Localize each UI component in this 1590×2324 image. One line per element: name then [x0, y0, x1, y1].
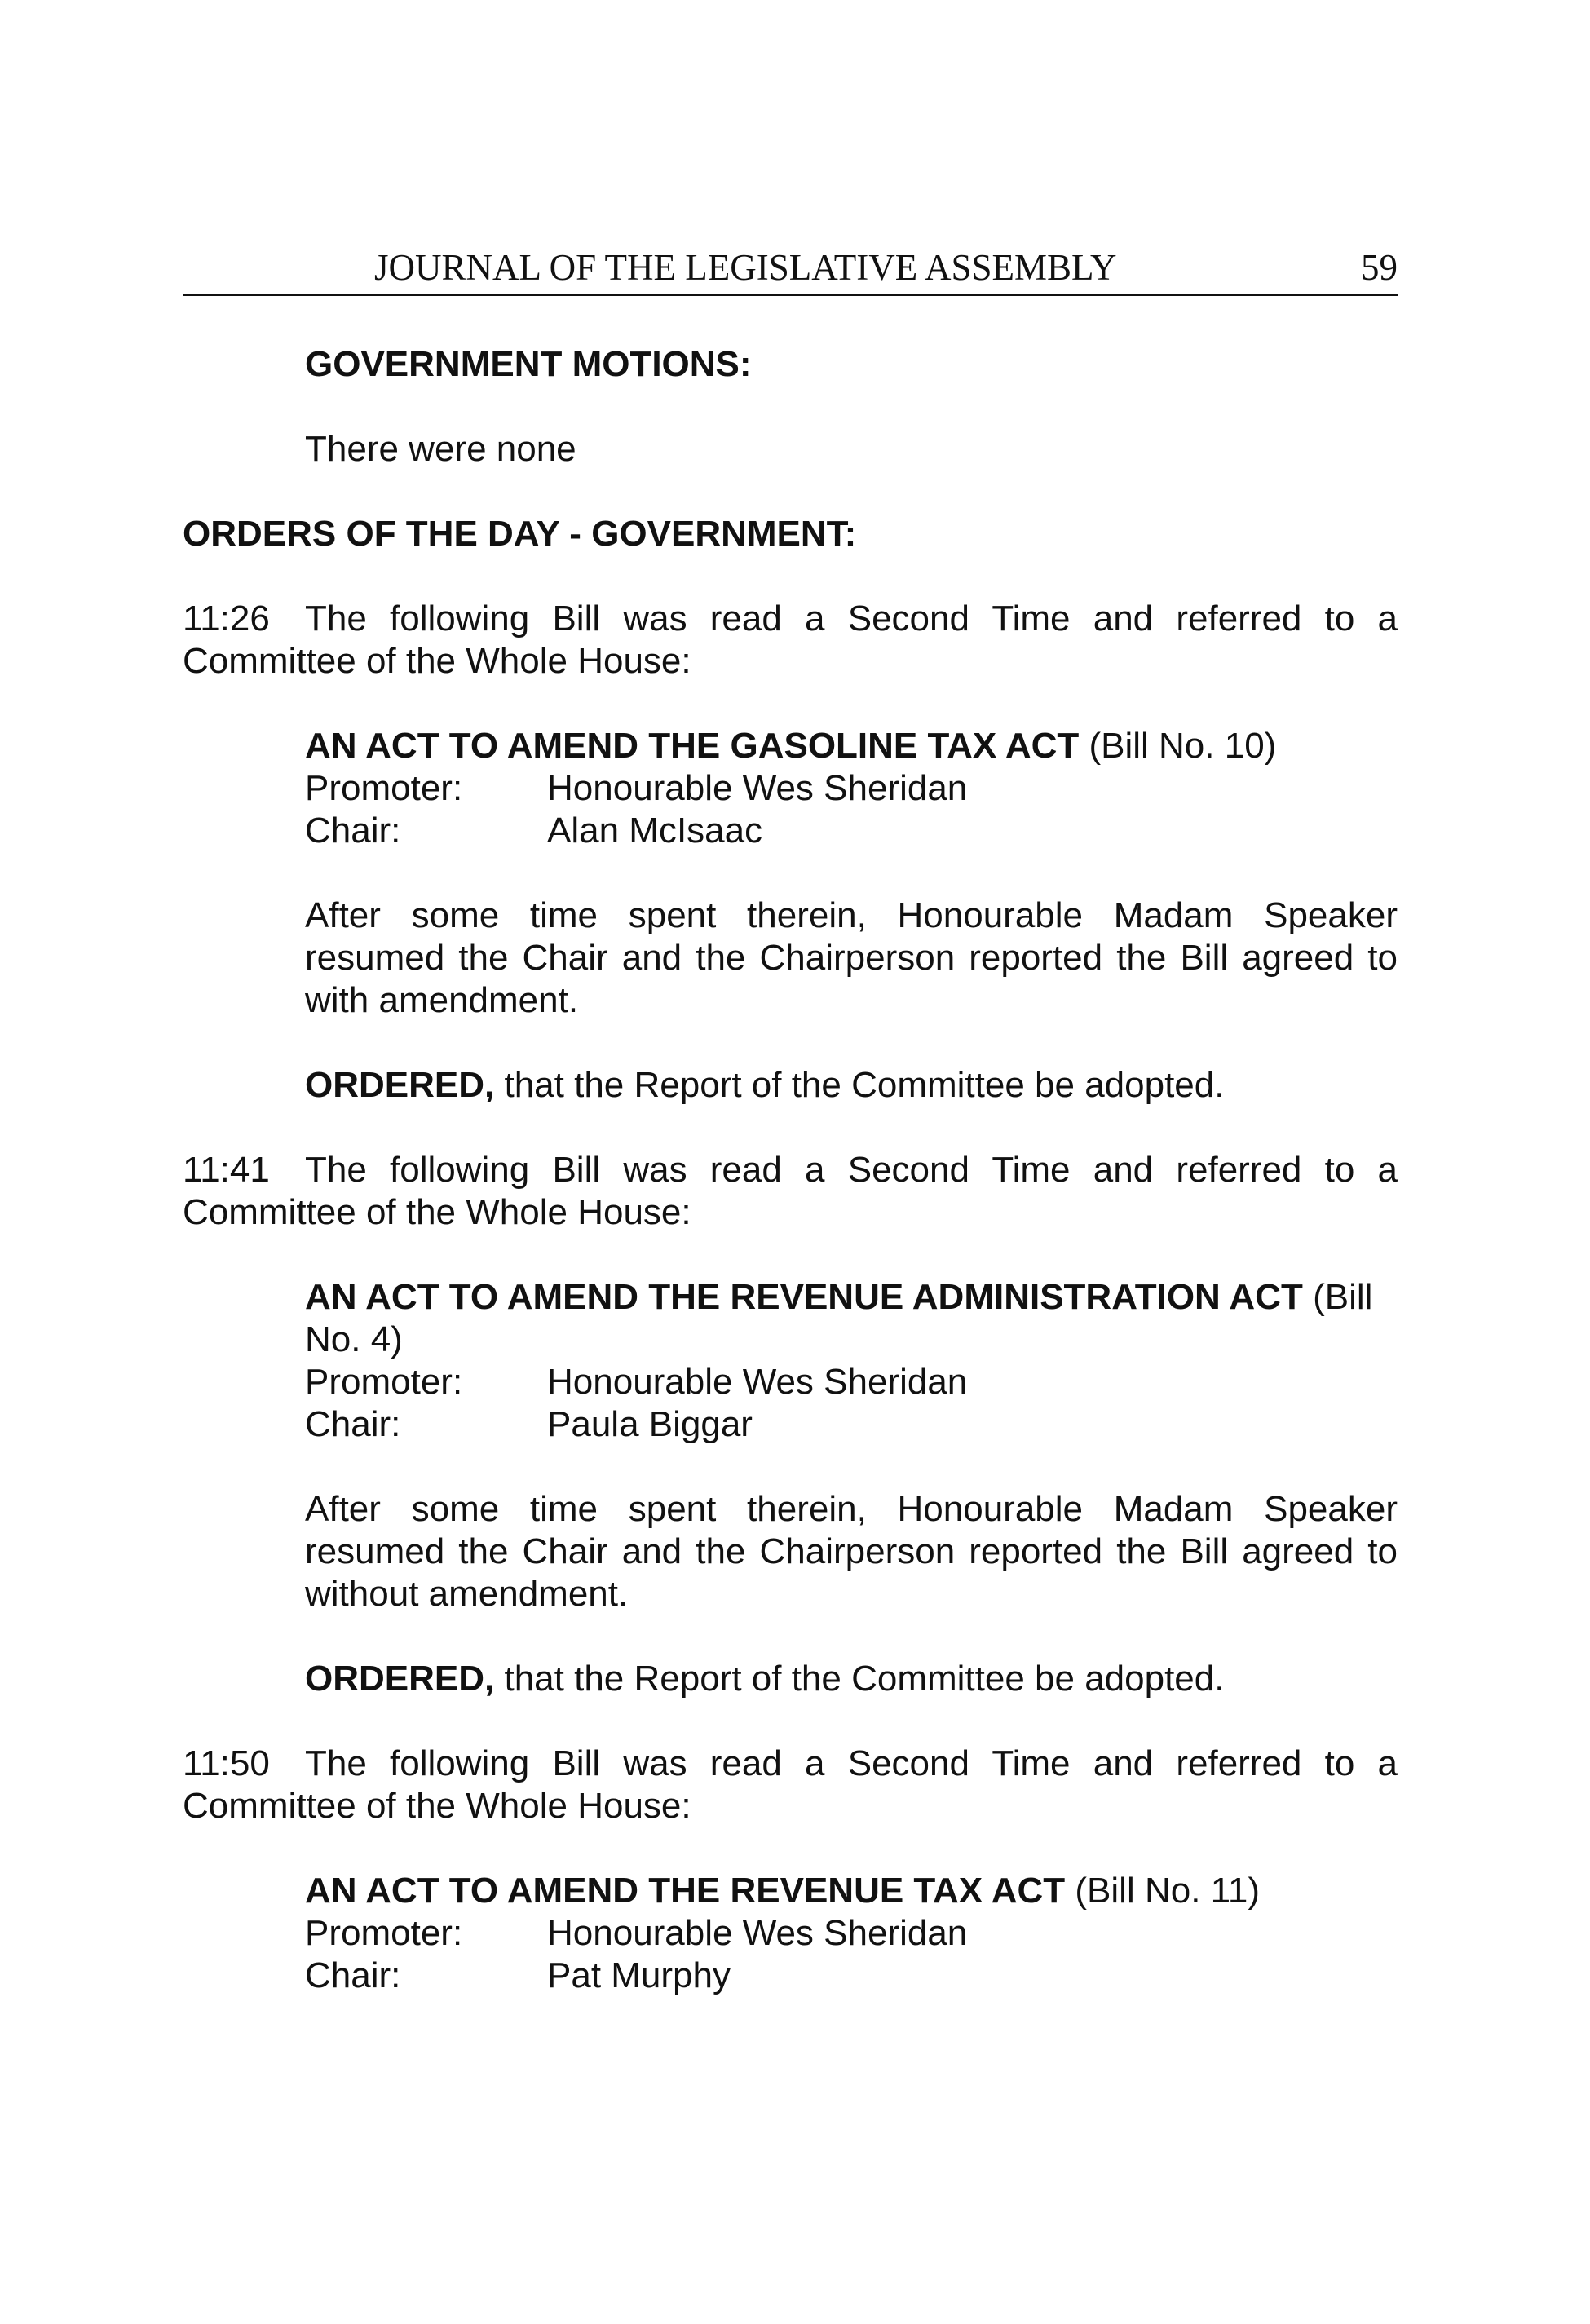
chair-label: Chair: — [305, 811, 401, 851]
journal-body — [183, 343, 1398, 1997]
chair-name: Pat Murphy — [547, 1955, 731, 1995]
entry-time: 11:41 — [183, 1150, 270, 1190]
bill-heading — [305, 1870, 1398, 1912]
bill-block — [305, 725, 1398, 1107]
chair-label: Chair: — [305, 1955, 401, 1995]
bill-title: AN ACT TO AMEND THE GASOLINE TAX ACT — [305, 726, 1080, 766]
ordered-text: that the Report of the Committee be adopted. — [494, 1065, 1225, 1105]
committee-report: After some time spent therein, Honourable Madam Speaker resumed the Chair and the Chairperson reported the Bill agreed to without amendment. — [305, 1489, 1398, 1614]
government-motions-heading: GOVERNMENT MOTIONS: — [305, 344, 752, 384]
bill-title: AN ACT TO AMEND THE REVENUE ADMINISTRATION ACT — [305, 1277, 1303, 1317]
entry-time: 11:26 — [183, 599, 270, 638]
promoter-label: Promoter: — [305, 1913, 463, 1953]
ordered-label: ORDERED, — [305, 1659, 495, 1699]
bill-entry-intro — [183, 598, 1398, 683]
promoter-row — [305, 1912, 1398, 1955]
chair-label: Chair: — [305, 1404, 401, 1444]
bill-title: AN ACT TO AMEND THE REVENUE TAX ACT — [305, 1871, 1066, 1911]
bill-number: (Bill No. 4) — [305, 1277, 1373, 1359]
committee-report: After some time spent therein, Honourable Madam Speaker resumed the Chair and the Chairperson reported the Bill agreed to with amendment. — [305, 895, 1398, 1020]
chair-name: Paula Biggar — [547, 1404, 753, 1444]
page-number: 59 — [1361, 247, 1398, 288]
promoter-row — [305, 1361, 1398, 1403]
ordered-text: that the Report of the Committee be adopted. — [494, 1659, 1225, 1699]
promoter-name: Honourable Wes Sheridan — [547, 768, 968, 808]
promoter-row — [305, 767, 1398, 810]
promoter-name: Honourable Wes Sheridan — [547, 1362, 968, 1402]
bill-number: (Bill No. 10) — [1079, 726, 1277, 766]
ordered-statement — [305, 1064, 1398, 1107]
chair-name: Alan McIsaac — [547, 811, 763, 851]
entry-intro-text: The following Bill was read a Second Time and referred to a Committee of the Whole House: — [183, 1743, 1398, 1826]
chair-row — [305, 1955, 1398, 1997]
journal-page — [183, 245, 1398, 1997]
journal-title: JOURNAL OF THE LEGISLATIVE ASSEMBLY — [374, 247, 1117, 288]
promoter-label: Promoter: — [305, 768, 463, 808]
bill-block — [305, 1276, 1398, 1700]
bill-number: (Bill No. 11) — [1065, 1871, 1260, 1911]
entry-time: 11:50 — [183, 1743, 270, 1783]
orders-of-day-heading: ORDERS OF THE DAY - GOVERNMENT: — [183, 514, 857, 554]
promoter-name: Honourable Wes Sheridan — [547, 1913, 968, 1953]
running-head — [183, 245, 1398, 296]
bill-entry-intro — [183, 1743, 1398, 1827]
bill-heading — [305, 1276, 1398, 1361]
ordered-statement — [305, 1658, 1398, 1700]
bill-entry-intro — [183, 1149, 1398, 1234]
entry-intro-text: The following Bill was read a Second Time and referred to a Committee of the Whole House: — [183, 599, 1398, 681]
bill-heading — [305, 725, 1398, 767]
entry-intro-text: The following Bill was read a Second Time and referred to a Committee of the Whole House: — [183, 1150, 1398, 1232]
government-motions-text: There were none — [305, 429, 576, 469]
ordered-label: ORDERED, — [305, 1065, 495, 1105]
promoter-label: Promoter: — [305, 1362, 463, 1402]
bill-block — [305, 1870, 1398, 1997]
chair-row — [305, 1403, 1398, 1446]
chair-row — [305, 810, 1398, 852]
